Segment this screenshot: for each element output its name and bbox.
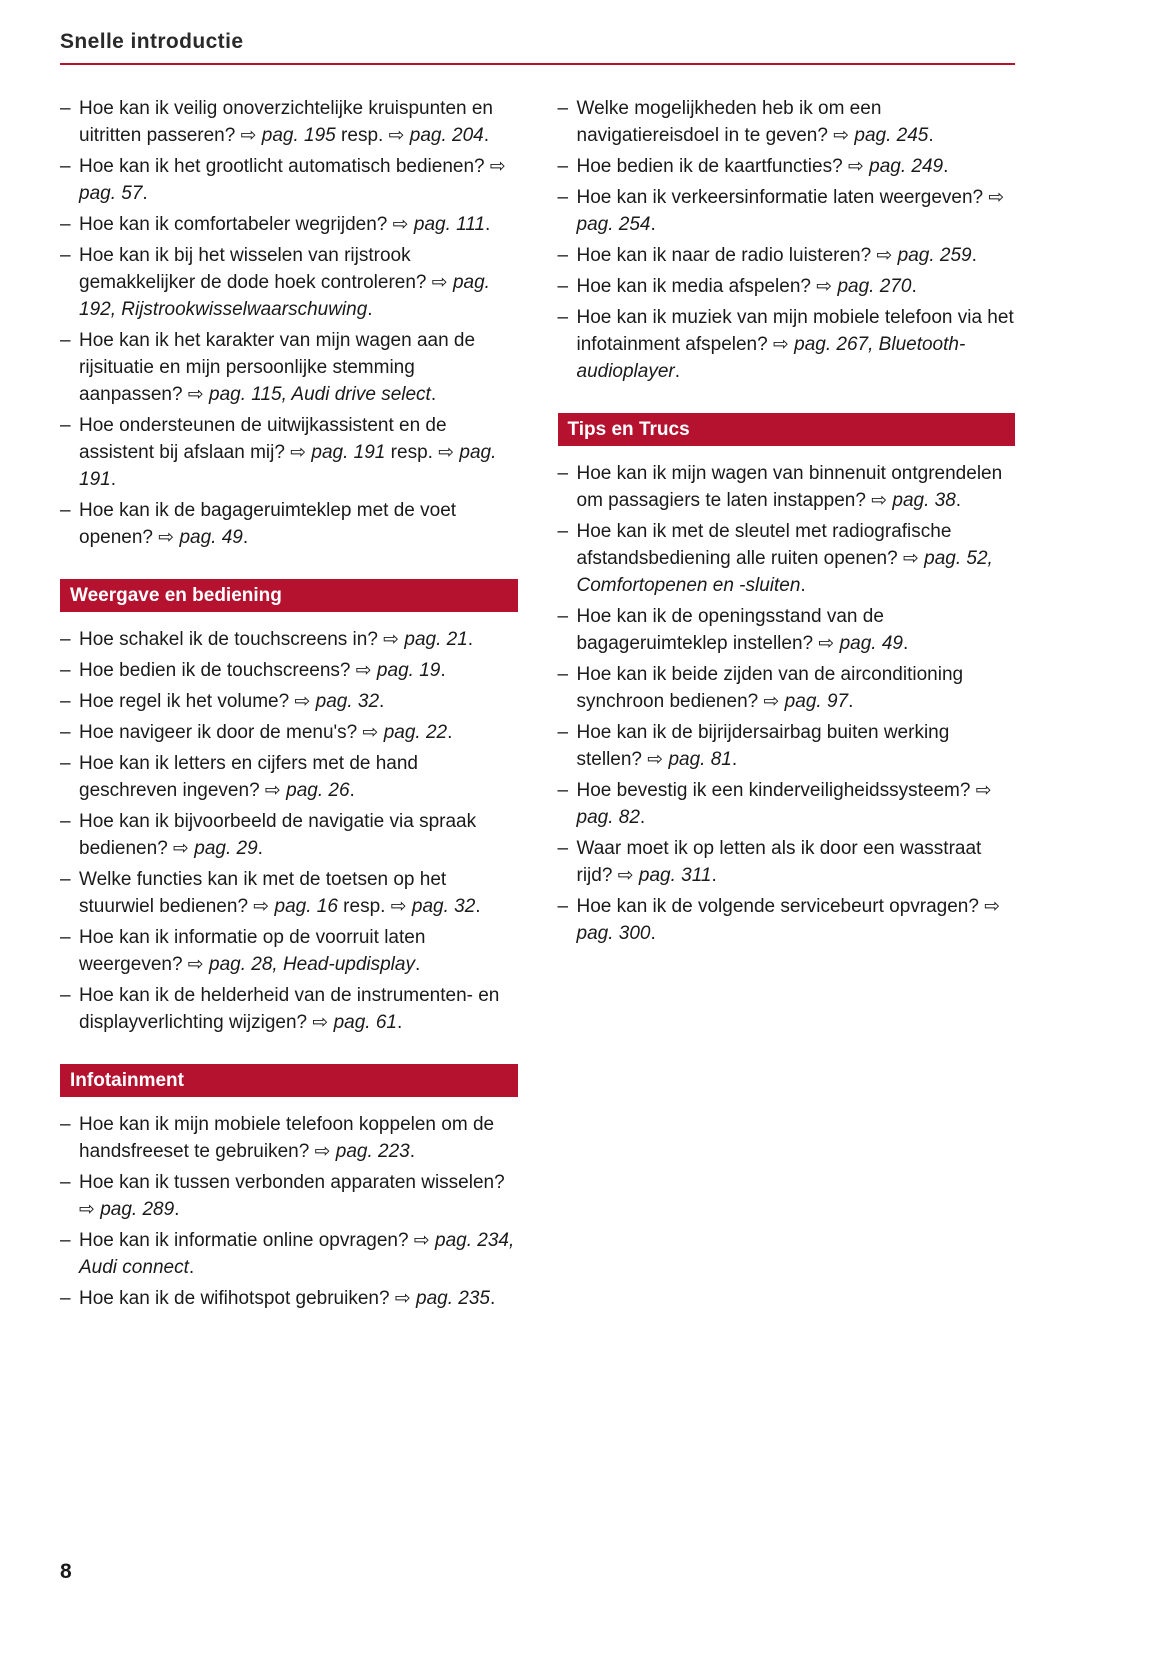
question-text: Hoe kan ik mijn wagen van binnenuit ontgrendelen om passagiers te laten instappen? [576, 463, 1003, 511]
question-text: Waar moet ik op letten als ik door een wasstraat rijd? [576, 838, 982, 886]
list-item-text [79, 156, 506, 204]
list-item-text [577, 463, 1003, 511]
page-reference: ⇨ pag. 97 [763, 691, 849, 712]
question-text: resp. [385, 442, 439, 463]
question-text: Hoe kan ik muziek van mijn mobiele telefoon via het infotainment afspelen? [576, 307, 1014, 355]
question-text: Hoe kan ik de openingsstand van de bagageruimteklep instellen? [576, 606, 884, 654]
question-list [60, 1111, 518, 1312]
question-text: . [650, 923, 656, 944]
question-text: Hoe kan ik media afspelen? [576, 276, 817, 297]
question-text: Welke mogelijkheden heb ik om een navigatiereisdoel in te geven? [576, 98, 882, 146]
list-dash: – [60, 1288, 71, 1309]
question-text: Hoe regel ik het volume? [79, 691, 295, 712]
header-rule [60, 63, 1015, 65]
page-reference: ⇨ pag. 38 [871, 490, 956, 511]
list-dash: – [60, 629, 71, 650]
list-dash: – [557, 521, 569, 542]
question-text: Hoe kan ik de wifihotspot gebruiken? [79, 1288, 395, 1309]
question-text: . [711, 865, 717, 886]
list-item-text [79, 1230, 514, 1278]
list-item-text [79, 722, 452, 743]
list-item-text [79, 811, 476, 859]
list-dash: – [60, 245, 71, 266]
question-text: . [367, 299, 373, 320]
question-text: . [650, 214, 656, 235]
question-text: . [379, 691, 385, 712]
page-reference: ⇨ pag. 270 [816, 276, 912, 297]
question-text: Welke functies kan ik met de toetsen op het stuurwiel bedienen? [79, 869, 447, 917]
question-text: . [188, 1257, 195, 1278]
list-item-text [79, 98, 493, 146]
page-reference: ⇨ pag. 49 [818, 633, 903, 654]
page-reference: ⇨ pag. 259 [876, 245, 972, 266]
page-reference: ⇨ pag. 57 [79, 156, 506, 204]
list-item [60, 808, 518, 862]
list-item [558, 777, 1016, 831]
list-item-text [577, 245, 977, 266]
question-text: Hoe schakel ik de touchscreens in? [79, 629, 384, 650]
list-item-text [79, 500, 456, 548]
question-text: . [902, 633, 909, 654]
question-text: Hoe kan ik naar de radio luisteren? [576, 245, 877, 266]
list-item [60, 657, 518, 684]
page-reference: ⇨ pag. 52, Comfortopenen en -sluiten [576, 548, 993, 596]
page-reference: ⇨ pag. 195 [240, 125, 336, 146]
list-item-text [577, 521, 993, 596]
list-item-text [79, 985, 499, 1033]
list-dash: – [557, 838, 569, 859]
list-dash: – [60, 660, 71, 681]
list-dash: – [60, 722, 71, 743]
page-reference: ⇨ pag. 29 [173, 838, 258, 859]
page-reference: ⇨ pag. 32 [294, 691, 380, 712]
list-item [60, 866, 518, 920]
list-dash: – [60, 811, 71, 832]
question-text: . [409, 1141, 416, 1162]
list-item-text [577, 276, 917, 297]
question-text: . [475, 896, 481, 917]
question-text: . [447, 722, 453, 743]
list-item [60, 626, 518, 653]
question-text: Hoe kan ik het grootlicht automatisch bedienen? [79, 156, 490, 177]
list-item-text [79, 245, 490, 320]
question-text: resp. [335, 125, 389, 146]
question-text: Hoe kan ik beide zijden van de airconditioning synchroon bedienen? [576, 664, 964, 712]
question-text: . [440, 660, 446, 681]
page-number: 8 [60, 1560, 72, 1583]
page-reference: ⇨ pag. 16 [253, 896, 338, 917]
list-item [558, 835, 1016, 889]
list-item-text [577, 896, 1001, 944]
list-item [60, 719, 518, 746]
list-dash: – [60, 500, 71, 521]
list-item [60, 1227, 518, 1281]
question-text: Hoe kan ik de bagageruimteklep met de voet openen? [79, 500, 457, 548]
question-text: . [430, 384, 437, 405]
section-header-infotainment: Infotainment [60, 1064, 518, 1097]
list-item [558, 273, 1016, 300]
list-dash: – [557, 722, 569, 743]
question-text: . [674, 361, 681, 382]
list-dash: – [60, 927, 71, 948]
question-text: . [242, 527, 249, 548]
list-dash: – [557, 187, 569, 208]
list-dash: – [60, 1114, 71, 1135]
list-item [60, 1285, 518, 1312]
list-item [60, 1111, 518, 1165]
list-item-text [79, 1288, 495, 1309]
list-dash: – [557, 276, 569, 297]
list-item [558, 184, 1016, 238]
question-text: . [467, 629, 474, 650]
list-item [558, 603, 1016, 657]
page-reference: ⇨ pag. 49 [158, 527, 243, 548]
list-item-text [577, 307, 1014, 382]
question-text: Hoe kan ik de volgende servicebeurt opvragen? [576, 896, 985, 917]
page-reference: ⇨ pag. 22 [362, 722, 448, 743]
list-dash: – [60, 156, 71, 177]
list-dash: – [557, 606, 569, 627]
list-item-text [577, 664, 964, 712]
list-item [558, 242, 1016, 269]
list-item [60, 242, 518, 323]
page-reference: ⇨ pag. 191 [290, 442, 386, 463]
list-dash: – [557, 156, 569, 177]
question-list [558, 460, 1016, 947]
list-dash: – [557, 780, 569, 801]
question-text: . [174, 1199, 180, 1220]
list-item [60, 1169, 518, 1223]
page-reference: ⇨ pag. 289 [79, 1199, 175, 1220]
page-reference: ⇨ pag. 192, Rijstrookwisselwaarschuwing [79, 272, 490, 320]
list-item-text [79, 415, 496, 490]
list-dash: – [60, 691, 71, 712]
page-header [60, 30, 1015, 65]
question-text: . [489, 1288, 496, 1309]
list-item [558, 95, 1016, 149]
question-text: Hoe bevestig ik een kinderveiligheidssysteem? [576, 780, 976, 801]
question-text: . [731, 749, 738, 770]
list-dash: – [557, 98, 569, 119]
question-list [60, 626, 518, 1036]
list-item-text [79, 753, 418, 801]
list-dash: – [60, 330, 71, 351]
list-item-text [79, 214, 490, 235]
question-text: Hoe ondersteunen de uitwijkassistent en de assistent bij afslaan mij? [79, 415, 447, 463]
question-text: Hoe kan ik bijvoorbeeld de navigatie via spraak bedienen? [79, 811, 477, 859]
list-item [60, 688, 518, 715]
question-text: Hoe bedien ik de kaartfuncties? [576, 156, 848, 177]
section-header-tips-en-trucs: Tips en Trucs [558, 413, 1016, 446]
question-text: Hoe kan ik tussen verbonden apparaten wisselen? [79, 1172, 505, 1193]
section-header-weergave-en-bediening: Weergave en bediening [60, 579, 518, 612]
list-item-text [79, 1172, 505, 1220]
page-reference: ⇨ pag. 111 [392, 214, 486, 235]
question-text: Hoe navigeer ik door de menu's? [79, 722, 363, 743]
question-text: . [110, 469, 116, 490]
question-text: . [955, 490, 962, 511]
question-text: . [483, 125, 490, 146]
page-reference: ⇨ pag. 21 [383, 629, 468, 650]
page-reference: ⇨ pag. 191 [79, 442, 497, 490]
page-reference: ⇨ pag. 249 [847, 156, 944, 177]
list-item [558, 153, 1016, 180]
list-item [60, 327, 518, 408]
page-reference: ⇨ pag. 26 [264, 780, 350, 801]
question-text: Hoe kan ik de helderheid van de instrumenten- en displayverlichting wijzigen? [79, 985, 500, 1033]
page-reference: ⇨ pag. 234, Audi connect [79, 1230, 515, 1278]
list-dash: – [557, 896, 569, 917]
list-dash: – [60, 1172, 71, 1193]
question-text: Hoe bedien ik de touchscreens? [79, 660, 356, 681]
question-text: Hoe kan ik informatie online opvragen? [79, 1230, 414, 1251]
list-dash: – [60, 985, 71, 1006]
question-text: . [971, 245, 977, 266]
list-dash: – [557, 463, 569, 484]
list-item [60, 924, 518, 978]
question-text: Hoe kan ik met de sleutel met radiografische afstandsbediening alle ruiten openen? [576, 521, 952, 569]
list-dash: – [557, 664, 569, 685]
list-item-text [577, 780, 992, 828]
list-item [60, 153, 518, 207]
list-item-text [79, 691, 384, 712]
question-text: Hoe kan ik verkeersinformatie laten weergeven? [576, 187, 989, 208]
list-item-text [79, 1114, 494, 1162]
question-list [60, 95, 518, 551]
list-item [558, 304, 1016, 385]
list-item-text [577, 98, 934, 146]
page-reference: ⇨ pag. 235 [394, 1288, 490, 1309]
page-reference: ⇨ pag. 81 [647, 749, 732, 770]
list-dash: – [60, 1230, 71, 1251]
content-columns [60, 95, 1015, 1316]
right-column [558, 95, 1016, 951]
question-text: . [800, 575, 806, 596]
list-item-text [79, 869, 481, 917]
list-dash: – [557, 307, 569, 328]
list-item [60, 497, 518, 551]
list-item-text [79, 927, 425, 975]
page-reference: ⇨ pag. 267, Bluetooth-audioplayer [576, 334, 966, 382]
question-text: Hoe kan ik het karakter van mijn wagen aan de rijsituatie en mijn persoonlijke stemming aanpassen? [79, 330, 476, 405]
list-item [60, 750, 518, 804]
list-item [60, 95, 518, 149]
list-item [558, 460, 1016, 514]
list-dash: – [60, 753, 71, 774]
list-item-text [79, 629, 473, 650]
question-text: . [414, 954, 421, 975]
list-item [558, 893, 1016, 947]
list-item [60, 982, 518, 1036]
page-reference: ⇨ pag. 28, Head-updisplay [187, 954, 415, 975]
list-item [60, 211, 518, 238]
question-text: . [142, 183, 148, 204]
left-column [60, 95, 518, 1316]
page-reference: ⇨ pag. 204 [388, 125, 484, 146]
list-dash: – [60, 214, 71, 235]
question-text: Hoe kan ik bij het wisselen van rijstrook gemakkelijker de dode hoek controleren? [79, 245, 432, 293]
question-text: . [349, 780, 355, 801]
list-dash: – [557, 245, 569, 266]
list-item [558, 518, 1016, 599]
question-text: . [943, 156, 949, 177]
page-reference: ⇨ pag. 254 [576, 187, 1005, 235]
question-text: . [928, 125, 934, 146]
list-item [60, 412, 518, 493]
question-text: . [257, 838, 263, 859]
list-dash: – [60, 98, 71, 119]
page-footer [60, 1560, 72, 1584]
page-reference: ⇨ pag. 245 [833, 125, 929, 146]
page-title: Snelle introductie [60, 30, 244, 53]
question-text: Hoe kan ik comfortabeler wegrijden? [79, 214, 393, 235]
list-item-text [577, 156, 949, 177]
list-item-text [577, 187, 1005, 235]
question-text: Hoe kan ik letters en cijfers met de hand geschreven ingeven? [79, 753, 419, 801]
list-item [558, 719, 1016, 773]
page-reference: ⇨ pag. 32 [390, 896, 476, 917]
list-item-text [79, 330, 475, 405]
question-text: Hoe kan ik mijn mobiele telefoon koppelen om de handsfreeset te gebruiken? [79, 1114, 495, 1162]
page-reference: ⇨ pag. 19 [355, 660, 441, 681]
question-text: Hoe kan ik veilig onoverzichtelijke kruispunten en uitritten passeren? [79, 98, 494, 146]
question-text: . [639, 807, 646, 828]
page-reference: ⇨ pag. 223 [314, 1141, 410, 1162]
list-item-text [577, 722, 950, 770]
question-text: resp. [337, 896, 391, 917]
list-item [558, 661, 1016, 715]
question-text: . [911, 276, 917, 297]
question-text: . [485, 214, 491, 235]
question-list [558, 95, 1016, 385]
list-item-text [577, 606, 909, 654]
page-reference: ⇨ pag. 115, Audi drive select [187, 384, 431, 405]
question-text: Hoe kan ik de bijrijdersairbag buiten werking stellen? [576, 722, 950, 770]
page-reference: ⇨ pag. 300 [576, 896, 1001, 944]
list-dash: – [60, 415, 71, 436]
list-item-text [79, 660, 446, 681]
page-reference: ⇨ pag. 311 [617, 865, 712, 886]
page-reference: ⇨ pag. 82 [576, 780, 992, 828]
list-dash: – [60, 869, 71, 890]
question-text: . [848, 691, 854, 712]
question-text: . [396, 1012, 403, 1033]
page-reference: ⇨ pag. 61 [312, 1012, 397, 1033]
list-item-text [577, 838, 982, 886]
question-text: Hoe kan ik informatie op de voorruit laten weergeven? [79, 927, 426, 975]
